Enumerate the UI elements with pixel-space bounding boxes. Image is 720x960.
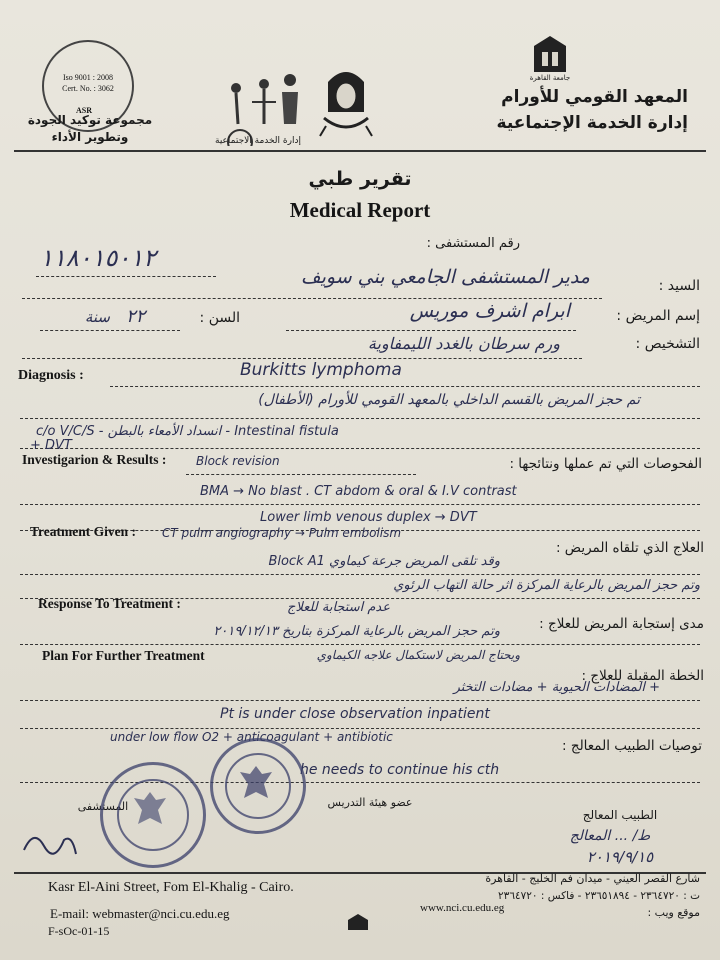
quality-group-line2: وتطوير الأداء (51, 130, 129, 144)
response-en-label: Response To Treatment : (38, 596, 181, 611)
history-line1: تم حجز المريض بالقسم الداخلي بالمعهد القومي للأورام (الأطفال) (258, 392, 640, 408)
treatment-rule1 (20, 574, 700, 575)
treatment-line2: وقد تلقى المريض جرعة كيماوي Block A1 (268, 554, 500, 569)
eagle-emblem-icon-2 (132, 790, 168, 830)
history-line2: c/o V/C/S - انسداد الأمعاء بالبطن - Intestinal fistula (36, 424, 339, 439)
age-unit: سنة (84, 308, 110, 326)
footer-address-en: Kasr El-Aini Street, Fom El-Khalig - Cairo. (48, 880, 294, 895)
patient-value: ابرام اشرف موريس (409, 300, 570, 322)
eagle-emblem-icon (238, 764, 274, 804)
institute-title (448, 84, 688, 136)
hospital-no-value: ١١٨٠١٥٠١٢ (40, 244, 157, 272)
treatment-line3: وتم حجز المريض بالرعاية المركزة اثر حالة التهاب الرئوي (393, 578, 700, 593)
investigation-line2: BMA → No blast . CT abdom & oral & I.V contrast (200, 484, 517, 499)
diagnosis-ar-label: التشخيص : (635, 336, 700, 352)
title-arabic: تقرير طبي (308, 168, 412, 190)
university-label: جامعة القاهرة (529, 74, 571, 82)
treating-doctor-label: الطبيب المعالج (582, 808, 658, 822)
treatment-line1: CT pulm angiography → Pulm embolism (162, 526, 402, 540)
diagnosis-en-rule (110, 386, 700, 387)
investigation-rule1 (20, 504, 700, 505)
diagnosis-en-value: Burkitts lymphoma (240, 360, 402, 380)
response-line1: عدم استجابة للعلاج (287, 600, 390, 615)
cairo-university-logo-icon (528, 32, 572, 76)
cert-line-1: Iso 9001 : 2008 (63, 73, 113, 82)
history-rule1 (20, 418, 700, 419)
footer-email: E-mail: webmaster@nci.cu.edu.eg (50, 906, 230, 921)
plan-line4: under low flow O2 + anticoagulant + antibiotic (110, 730, 393, 744)
diagnosis-en-label: Diagnosis : (18, 368, 84, 383)
quality-group-line1: مجموعة توكيد الجودة (27, 113, 153, 127)
response-ar-label: مدى إستجابة المريض للعلاج : (539, 616, 704, 632)
patient-rule (286, 330, 576, 331)
footer-website-label: موقع ويب : (647, 906, 700, 919)
history-line3: + DVT (30, 438, 72, 453)
age-value: ٢٢ (126, 306, 146, 327)
cert-line-2: Cert. No. : 3062 (62, 84, 114, 93)
recommend-value: he needs to continue his cth (300, 762, 500, 778)
plan-rule2 (20, 728, 700, 729)
recommend-ar-label: توصيات الطبيب المعالج : (562, 738, 702, 754)
diagnosis-ar-rule (22, 358, 582, 359)
treatment-en-label: Treatment Given : (30, 524, 136, 539)
investigation-rule0 (186, 474, 416, 475)
response-line2: وتم حجز المريض بالرعاية المركزة بتاريخ ٢٠١٩/١٢/١٣ (213, 624, 500, 639)
header-divider (14, 150, 706, 152)
social-service-logo-icon (212, 66, 308, 146)
plan-line3: Pt is under close observation inpatient (220, 706, 490, 722)
committee-label: عضو هيئة التدريس (327, 796, 413, 809)
hospital-no-label: رقم المستشفى : (426, 236, 520, 251)
signature-scribble-icon (20, 820, 80, 864)
quality-group-title (20, 112, 160, 146)
footer-phones-ar: ت : ٢٣٦٤٧٢٠ - ٢٣٦٥١٨٩٤ - فاكس : ٢٣٦٤٧٢٠ (498, 890, 700, 902)
investigation-en-label: Investigarion & Results : (22, 452, 167, 467)
footer-website: www.nci.cu.edu.eg (420, 902, 505, 914)
hospital-label: المستشفى (77, 800, 129, 813)
cert-badge: ASR (76, 106, 93, 115)
plan-line1: ويحتاج المريض لاستكمال علاجه الكيماوي (316, 648, 520, 662)
plan-rule1 (20, 700, 700, 701)
institute-line1: المعهد القومي للأورام (501, 87, 688, 107)
title-english: Medical Report (289, 198, 431, 222)
hospital-no-rule (36, 276, 216, 277)
diagnosis-ar-value: ورم سرطان بالغدد الليمفاوية (367, 334, 560, 353)
patient-label: إسم المريض : (616, 308, 700, 324)
doctor-signature: ط/ ... المعالج (569, 828, 651, 844)
history-rule2 (20, 448, 700, 449)
footer-address-ar: شارع القصر العيني - ميدان فم الخليج - القاهرة (485, 872, 700, 885)
form-code: F-sOc-01-15 (48, 924, 110, 938)
report-date: ٢٠١٩/٩/١٥ (586, 848, 654, 866)
age-rule (40, 330, 180, 331)
social-service-label: إدارة الخدمة الاجتماعية (215, 136, 301, 146)
sir-label: السيد : (658, 278, 700, 294)
investigation-ar-label: الفحوصات التي تم عملها ونتائجها : (509, 456, 702, 472)
plan-ar-label: الخطة المقبلة للعلاج : (581, 668, 704, 684)
university-small-logo-icon (346, 912, 370, 932)
sir-value: مدير المستشفى الجامعي بني سويف (300, 266, 590, 288)
sir-rule (22, 298, 602, 299)
pharaoh-emblem-icon (318, 62, 374, 142)
treatment-ar-label: العلاج الذي تلقاه المريض : (555, 540, 704, 556)
response-rule (20, 644, 700, 645)
institute-line2: إدارة الخدمة الإجتماعية (496, 113, 688, 133)
plan-en-label: Plan For Further Treatment (42, 648, 205, 663)
investigation-line3: Lower limb venous duplex → DVT (260, 510, 477, 525)
investigation-line1: Block revision (196, 454, 280, 468)
age-label: السن : (199, 310, 240, 326)
plan-line2: + المضادات الحيوية + مضادات التخثر (453, 680, 660, 695)
